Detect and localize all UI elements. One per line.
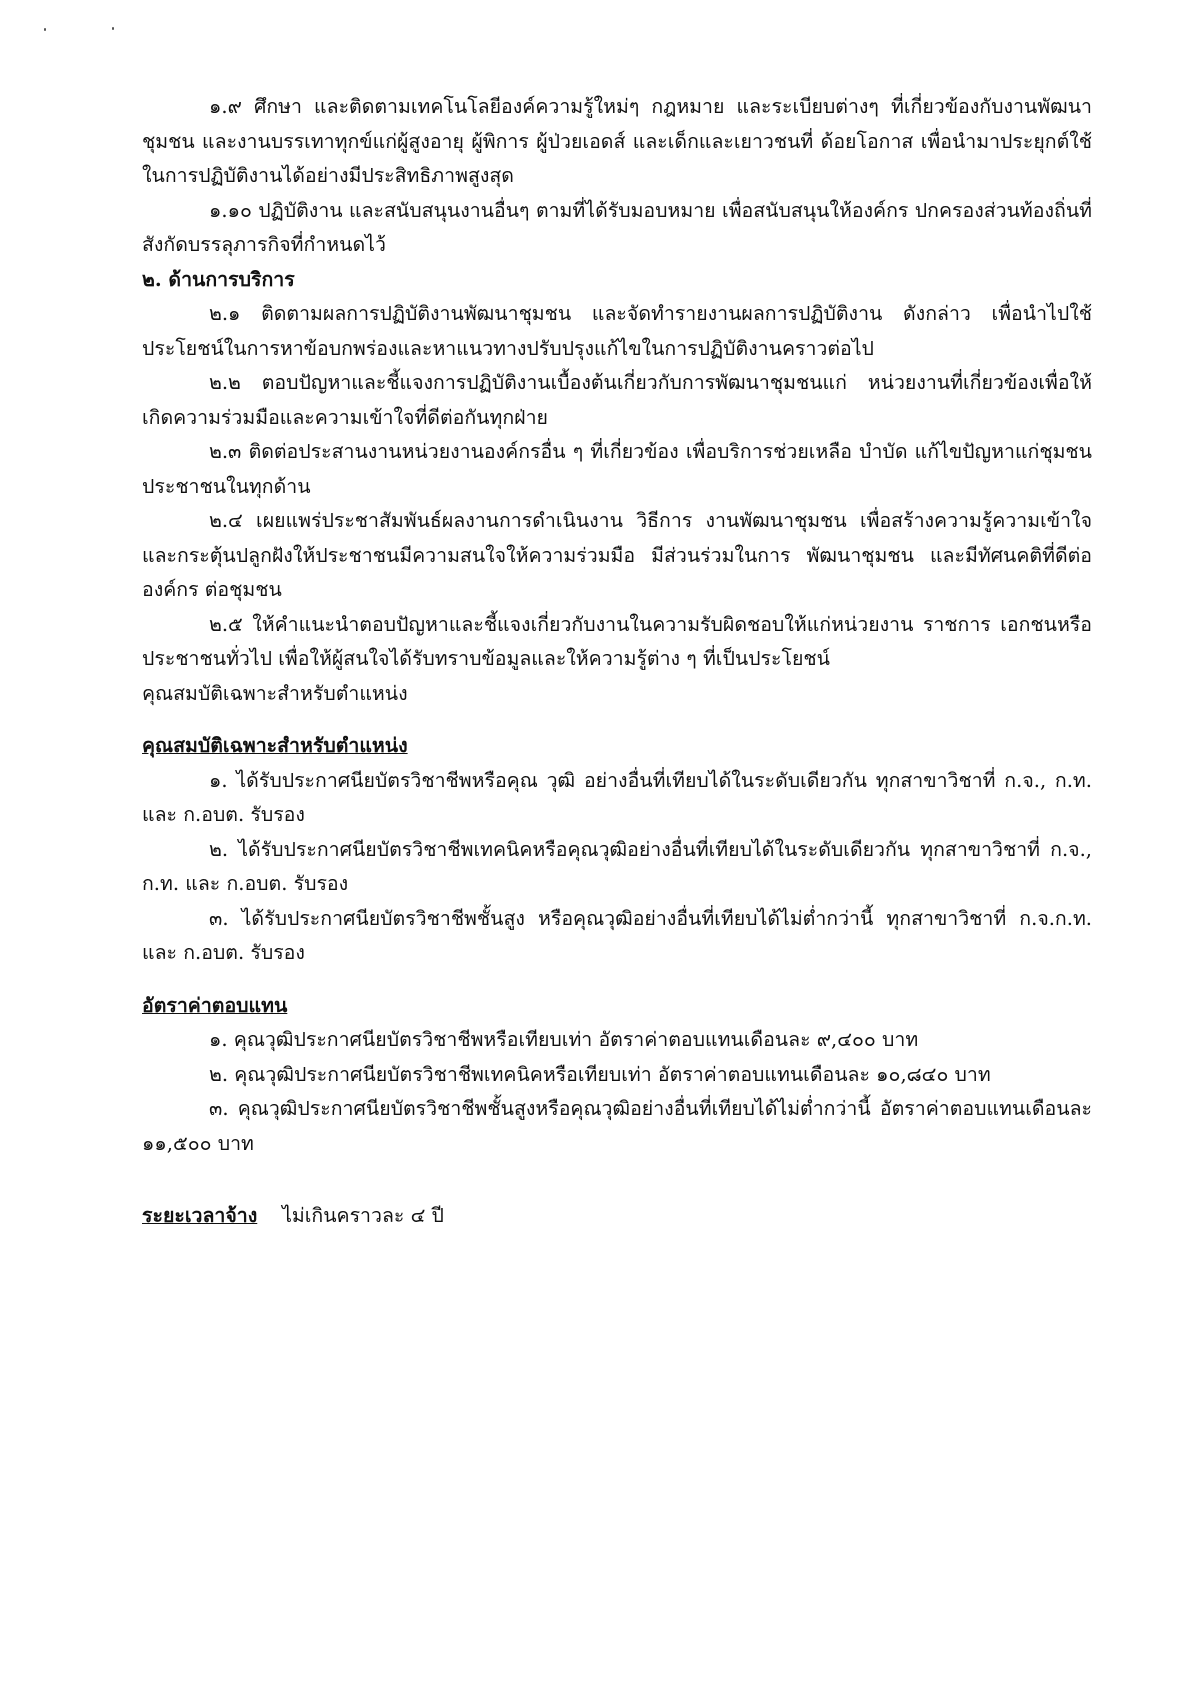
employment-term-spacer	[263, 1204, 275, 1227]
qualification-item: ๒. ได้รับประกาศนียบัตรวิชาชีพเทคนิคหรือคุณวุฒิอย่างอื่นที่เทียบได้ในระดับเดียวกัน ทุกสาขาวิชาที่ ก.จ., ก.ท. และ ก.อบต. รับรอง	[142, 837, 1092, 895]
employment-term-label: ระยะเวลาจ้าง	[142, 1204, 258, 1227]
service-item: ๒.๒ ตอบปัญหาและชี้แจงการปฏิบัติงานเบื้องต้นเกี่ยวกับการพัฒนาชุมชนแก่ หน่วยงานที่เกี่ยวข้องเพื่อให้เกิดความร่วมมือและความเข้าใจที่ดีต่อกันทุกฝ่าย	[142, 371, 1092, 429]
compensation-heading: อัตราค่าตอบแทน	[142, 993, 288, 1017]
service-item: ๒.๑ ติดตามผลการปฏิบัติงานพัฒนาชุมชน และจัดทำรายงานผลการปฏิบัติงาน ดังกล่าว เพื่อนำไปใช้ประโยชน์ในการหาข้อบกพร่องและหาแนวทางปรับปรุงแก้ไขในการปฏิบัติงานคราวต่อไป	[142, 302, 1092, 360]
compensation-item: ๓. คุณวุฒิประกาศนียบัตรวิชาชีพชั้นสูงหรือคุณวุฒิอย่างอื่นที่เทียบได้ไม่ต่ำกว่านี้ อัตราค่าตอบแทนเดือนละ ๑๑,๕๐๐ บาท	[142, 1097, 1092, 1155]
document-body	[142, 90, 1092, 1234]
service-heading: ๒. ด้านการบริการ	[142, 267, 295, 291]
service-item: ๒.๔ เผยแพร่ประชาสัมพันธ์ผลงานการดำเนินงาน วิธีการ งานพัฒนาชุมชน เพื่อสร้างความรู้ความเข้าใจและกระตุ้นปลูกฝังให้ประชาชนมีความสนใจให้ความร่วมมือ มีส่วนร่วมในการ พัฒนาชุมชน และมีทัศนคติที่ดีต่อองค์กร ต่อชุมชน	[142, 509, 1092, 601]
duty-item: ๑.๑๐ ปฏิบัติงาน และสนับสนุนงานอื่นๆ ตามที่ได้รับมอบหมาย เพื่อสนับสนุนให้องค์กร ปกครองส่วนท้องถิ่นที่สังกัดบรรลุภารกิจที่กำหนดไว้	[142, 198, 1092, 256]
service-trailing-line: คุณสมบัติเฉพาะสำหรับตำแหน่ง	[142, 681, 408, 705]
compensation-item: ๑. คุณวุฒิประกาศนียบัตรวิชาชีพหรือเทียบเท่า อัตราค่าตอบแทนเดือนละ ๙,๔๐๐ บาท	[209, 1028, 919, 1051]
qualifications-heading: คุณสมบัติเฉพาะสำหรับตำแหน่ง	[142, 734, 408, 757]
service-item: ๒.๕ ให้คำแนะนำตอบปัญหาและชี้แจงเกี่ยวกับงานในความรับผิดชอบให้แก่หน่วยงาน ราชการ เอกชนหรือประชาชนทั่วไป เพื่อให้ผู้สนใจได้รับทราบข้อมูลและให้ความรู้ต่าง ๆ ที่เป็นประโยชน์	[142, 612, 1092, 670]
employment-term-value: ไม่เกินคราวละ ๔ ปี	[282, 1204, 444, 1227]
spacer	[142, 1161, 1092, 1199]
employment-term	[142, 1199, 1092, 1234]
scan-speck	[44, 28, 46, 31]
duty-item: ๑.๙ ศึกษา และติดตามเทคโนโลยีองค์ความรู้ใหม่ๆ กฎหมาย และระเบียบต่างๆ ที่เกี่ยวข้องกับงานพัฒนาชุมชน และงานบรรเทาทุกข์แก่ผู้สูงอายุ ผู้พิการ ผู้ป่วยเอดส์ และเด็กและเยาวชนที่ ด้อยโอกาส เพื่อนำมาประยุกต์ใช้ในการปฏิบัติงานได้อย่างมีประสิทธิภาพสูงสุด	[142, 95, 1092, 187]
qualification-item: ๓. ได้รับประกาศนียบัตรวิชาชีพชั้นสูง หรือคุณวุฒิอย่างอื่นที่เทียบได้ไม่ต่ำกว่านี้ ทุกสาขาวิชาที่ ก.จ.ก.ท. และ ก.อบต. รับรอง	[142, 906, 1092, 964]
compensation-item: ๒. คุณวุฒิประกาศนียบัตรวิชาชีพเทคนิคหรือเทียบเท่า อัตราค่าตอบแทนเดือนละ ๑๐,๘๔๐ บาท	[209, 1062, 991, 1086]
scan-speck	[112, 27, 114, 30]
service-item: ๒.๓ ติดต่อประสานงานหน่วยงานองค์กรอื่น ๆ ที่เกี่ยวข้อง เพื่อบริการช่วยเหลือ บำบัด แก้ไขปัญหาแก่ชุมชน ประชาชนในทุกด้าน	[142, 440, 1092, 498]
qualification-item: ๑. ได้รับประกาศนียบัตรวิชาชีพหรือคุณ วุฒิ อย่างอื่นที่เทียบได้ในระดับเดียวกัน ทุกสาขาวิชาที่ ก.จ., ก.ท. และ ก.อบต. รับรอง	[142, 768, 1092, 826]
